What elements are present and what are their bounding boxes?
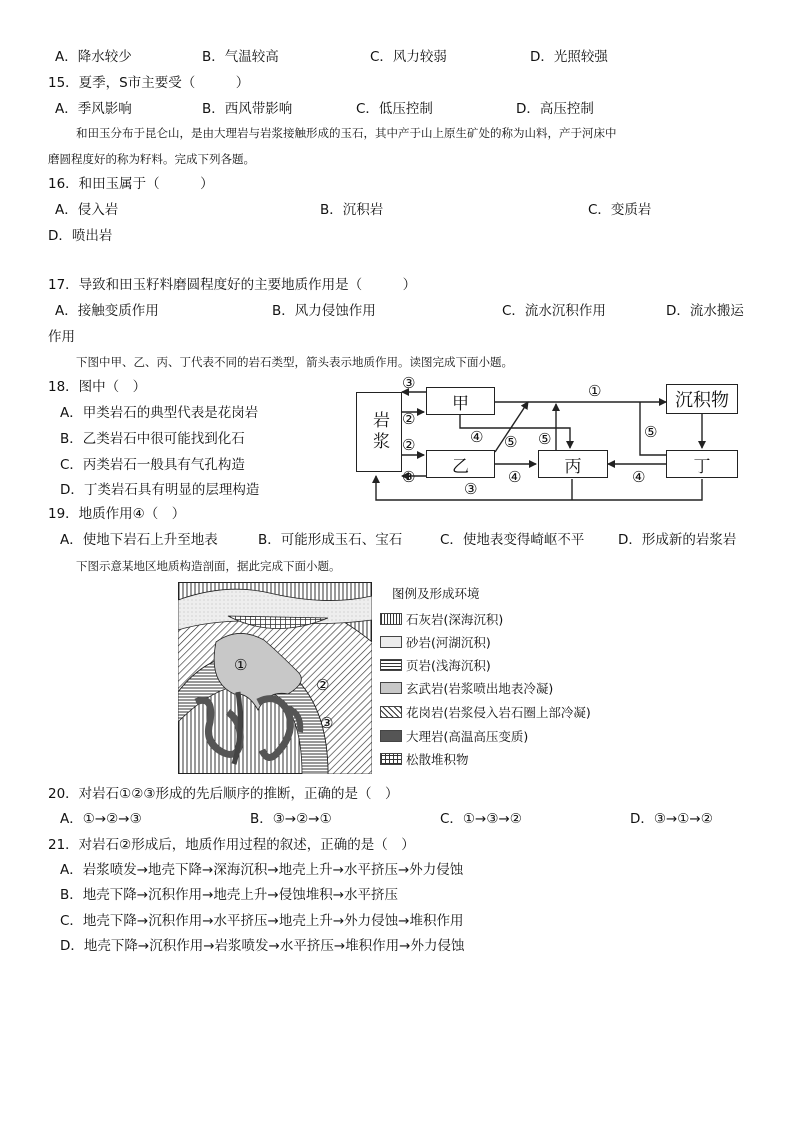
arrow-label-5-mid: ⑤ [538,430,552,448]
intro-rock-cycle: 下图中甲、乙、丙、丁代表不同的岩石类型，箭头表示地质作用。读图完成下面小题。 [76,355,513,369]
legend-item-shale [380,656,491,674]
q14-option-b: B．气温较高 [202,49,279,65]
q17-option-b: B．风力侵蚀作用 [272,303,376,319]
arrow-label-3-mid: ③ [402,468,416,486]
q18-option-c: C．丙类岩石一般具有气孔构造 [60,457,245,473]
legend-title: 图例及形成环境 [392,586,480,601]
legend-item-loose [380,750,469,768]
sediment-box [666,384,738,414]
legend-swatch-basalt [380,682,402,694]
intro-hetian-jade-line2: 磨圆程度好的称为籽料。完成下列各题。 [48,152,255,166]
q16-option-a: A．侵入岩 [55,202,119,218]
q20-option-c: C．①→③→② [440,811,522,827]
legend-label-basalt: 玄武岩(岩浆喷出地表冷凝) [406,681,554,696]
q14-option-c: C．风力较弱 [370,49,447,65]
q21-stem: 21．对岩石②形成后，地质作用过程的叙述，正确的是（ ） [48,837,415,853]
legend-item-granite [380,703,591,721]
arrow-label-3-top: ③ [402,374,416,392]
legend-swatch-sandstone [380,636,402,648]
legend-item-marble [380,727,528,745]
q19-option-c: C．使地表变得崎岖不平 [440,532,585,548]
rock-ding-label: 丁 [693,456,711,477]
legend-swatch-shale [380,659,402,671]
arrow-label-3-bottom: ③ [464,480,478,498]
rock-jia-box [426,387,495,415]
q16-option-c: C．变质岩 [588,202,652,218]
legend-label-loose: 松散堆积物 [406,752,469,767]
intro-hetian-jade-line1: 和田玉分布于昆仑山，是由大理岩与岩浆接触形成的玉石，其中产于山上原生矿处的称为山料，产于河床中 [76,126,617,140]
legend-item-basalt [380,679,553,697]
legend-swatch-loose [380,753,402,765]
q21-option-a: A．岩浆喷发→地壳下降→深海沉积→地壳上升→水平挤压→外力侵蚀 [60,862,464,878]
rock-ding-box [666,450,738,478]
q17-option-d: D．流水搬运 [666,303,744,319]
legend-label-sandstone: 砂岩(河湖沉积) [406,635,491,650]
q19-option-d: D．形成新的岩浆岩 [618,532,737,548]
arrow-label-4-mid: ④ [508,468,522,486]
geo-label-3: ③ [320,714,334,732]
rock-bing-box [538,450,608,478]
q18-option-d: D．丁类岩石具有明显的层理构造 [60,482,260,498]
q20-option-b: B．③→②→① [250,811,332,827]
q21-option-b: B．地壳下降→沉积作用→地壳上升→侵蚀堆积→水平挤压 [60,887,399,903]
rock-jia-label: 甲 [452,393,469,414]
legend-swatch-granite [380,706,402,718]
q21-option-c: C．地壳下降→沉积作用→水平挤压→地壳上升→外力侵蚀→堆积作用 [60,913,464,929]
q16-stem: 16．和田玉属于（ ） [48,176,214,192]
q15-stem: 15．夏季，S市主要受（ ） [48,75,250,91]
q16-option-d: D．喷出岩 [48,228,113,244]
legend-item-sandstone [380,633,491,651]
q14-option-a: A．降水较少 [55,49,132,65]
q17-stem: 17．导致和田玉籽料磨圆程度好的主要地质作用是（ ） [48,277,417,293]
legend-label-marble: 大理岩(高温高压变质) [406,729,529,744]
q20-stem: 20．对岩石①②③形成的先后顺序的推断，正确的是（ ） [48,786,399,802]
geo-label-1: ① [234,656,248,674]
arrow-label-1: ① [588,382,602,400]
q21-option-d: D．地壳下降→沉积作用→岩浆喷发→水平挤压→堆积作用→外力侵蚀 [60,938,465,954]
q16-option-b: B．沉积岩 [320,202,384,218]
q17-option-a: A．接触变质作用 [55,303,159,319]
legend-swatch-limestone [380,613,402,625]
q18-option-a: A．甲类岩石的典型代表是花岗岩 [60,405,259,421]
q15-option-c: C．低压控制 [356,101,433,117]
q15-option-d: D．高压控制 [516,101,594,117]
legend-label-limestone: 石灰岩(深海沉积) [406,612,504,627]
legend-item-limestone [380,610,503,628]
geological-section-figure [178,582,372,774]
magma-box [356,392,402,472]
q17-option-c: C．流水沉积作用 [502,303,606,319]
geological-section-drawing [178,582,372,774]
legend-label-shale: 页岩(浅海沉积) [406,658,491,673]
rock-yi-box [426,450,495,478]
arrow-label-5-diag: ⑤ [504,433,518,451]
arrow-label-5-right: ⑤ [644,423,658,441]
rock-bing-label: 丙 [564,456,582,477]
q19-option-a: A．使地下岩石上升至地表 [60,532,218,548]
rock-yi-label: 乙 [452,456,469,477]
q19-stem: 19．地质作用④（ ） [48,506,186,522]
geo-label-2: ② [316,676,330,694]
q15-option-a: A．季风影响 [55,101,132,117]
q14-option-d: D．光照较强 [530,49,608,65]
arrow-label-2-upper: ② [402,410,416,428]
q15-option-b: B．西风带影响 [202,101,293,117]
arrow-label-2-lower: ② [402,436,416,454]
arrow-label-4-upper: ④ [470,428,484,446]
q19-option-b: B．可能形成玉石、宝石 [258,532,403,548]
q18-option-b: B．乙类岩石中很可能找到化石 [60,431,245,447]
sediment-label: 沉积物 [675,390,729,411]
q18-stem: 18．图中（ ） [48,379,147,395]
legend-swatch-marble [380,730,402,742]
q20-option-d: D．③→①→② [630,811,713,827]
magma-label: 岩浆 [369,411,389,453]
arrow-label-4-right: ④ [632,468,646,486]
q17-option-d-wrap: 作用 [48,329,75,345]
q20-option-a: A．①→②→③ [60,811,142,827]
legend-label-granite: 花岗岩(岩浆侵入岩石圈上部冷凝) [406,705,591,720]
intro-geo-section: 下图示意某地区地质构造剖面，据此完成下面小题。 [76,559,341,573]
